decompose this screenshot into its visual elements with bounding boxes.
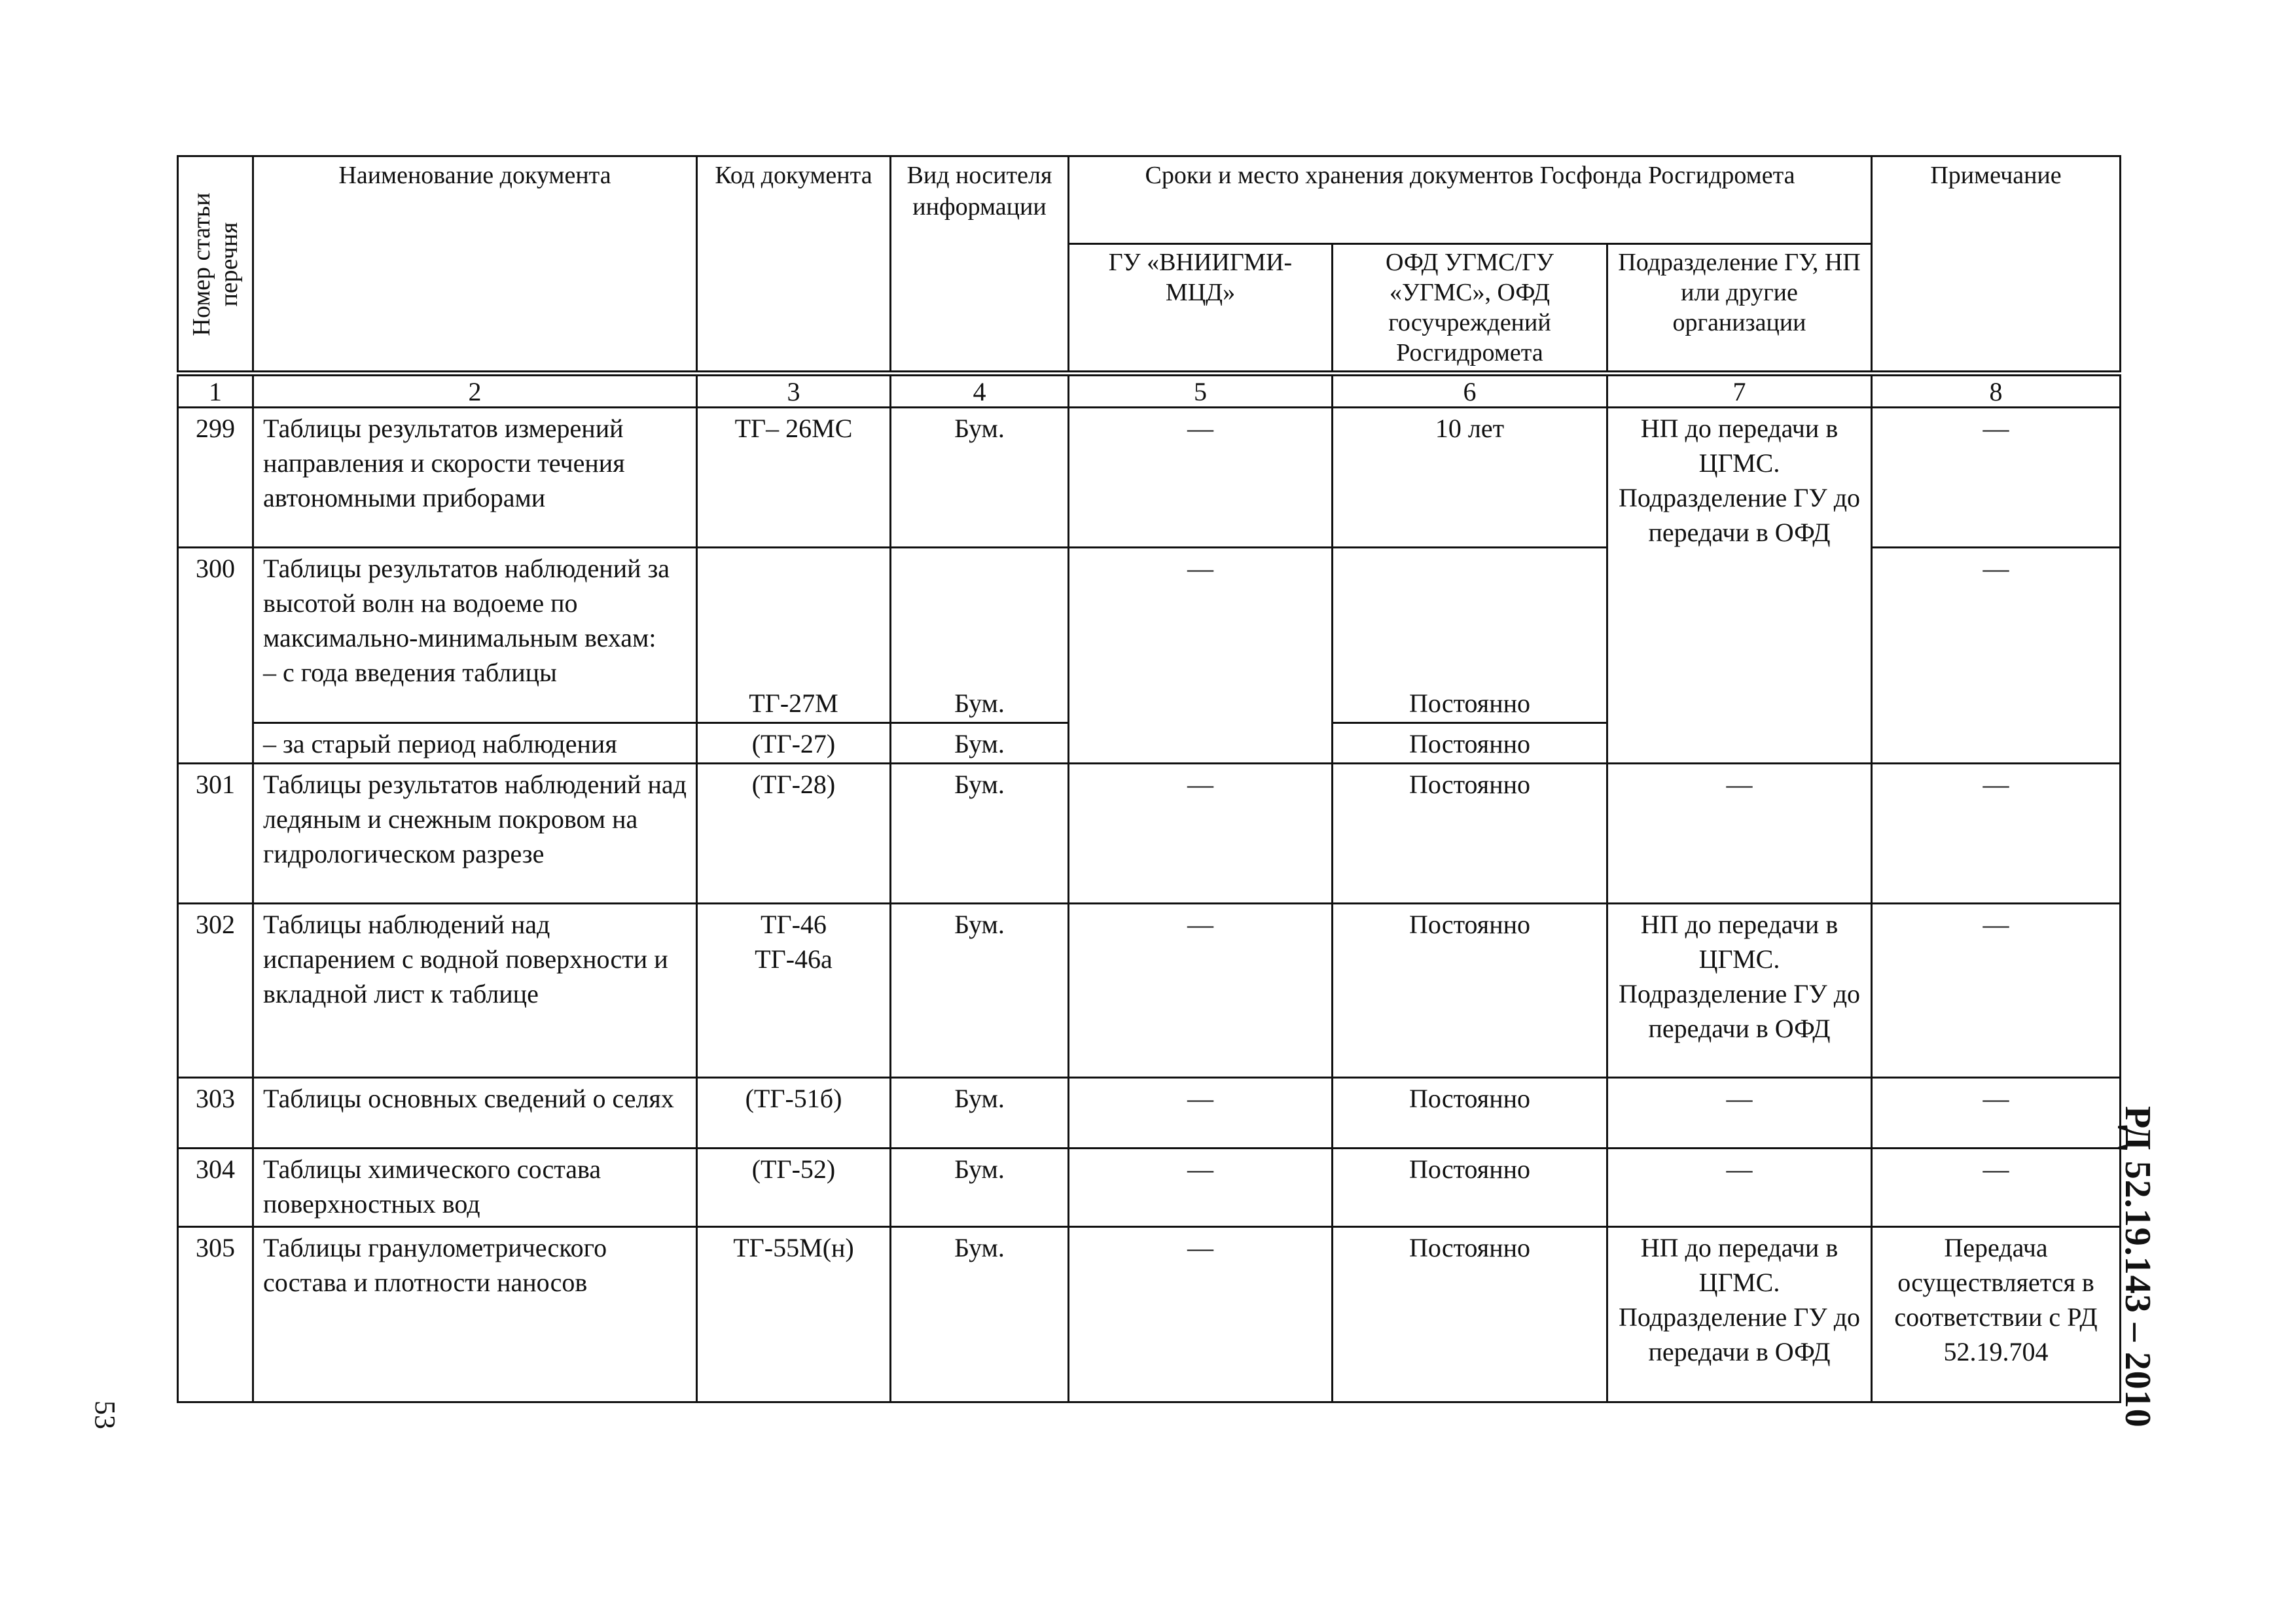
table-row — [178, 1227, 2121, 1402]
document-name: Таблицы химического состава поверхностных вод — [253, 1149, 697, 1227]
document-name-sub: – с года введения таблицы — [263, 658, 557, 687]
document-designation: РД 52.19.143 – 2010 — [2117, 1106, 2158, 1428]
storage-unit: НП до передачи в ЦГМС. Подразделение ГУ до передачи в ОФД — [1607, 904, 1872, 1078]
document-code: (ТГ-51б) — [697, 1078, 891, 1149]
media-type: Бум. — [891, 548, 1069, 723]
table-row — [178, 408, 2121, 548]
article-number: 305 — [178, 1227, 253, 1402]
table-row — [178, 1149, 2121, 1227]
header-media-type: Вид носителя информации — [891, 156, 1069, 374]
media-type: Бум. — [891, 1227, 1069, 1402]
records-retention-table — [177, 155, 2121, 1403]
article-number: 301 — [178, 764, 253, 904]
document-code: ТГ– 26МС — [697, 408, 891, 548]
column-number: 3 — [697, 374, 891, 408]
storage-unit: НП до передачи в ЦГМС. Подразделение ГУ до передачи в ОФД — [1607, 408, 1872, 764]
page-number: 53 — [89, 1400, 121, 1429]
document-code: ТГ-46 ТГ-46а — [697, 904, 891, 1078]
storage-unit: — — [1607, 1149, 1872, 1227]
header-storage-unit: Подразделение ГУ, НП или другие организации — [1607, 243, 1872, 373]
column-number: 8 — [1872, 374, 2121, 408]
document-code: ТГ-27М — [697, 548, 891, 723]
media-type: Бум. — [891, 723, 1069, 764]
column-number: 7 — [1607, 374, 1872, 408]
media-type: Бум. — [891, 1149, 1069, 1227]
note: — — [1872, 1078, 2121, 1149]
document-name-main: Таблицы результатов наблюдений за высотой волн на водоеме по максимально-минимальным вехам: — [263, 554, 670, 652]
storage-ofd: Постоянно — [1333, 1078, 1607, 1149]
document-code: (ТГ-28) — [697, 764, 891, 904]
column-number-row — [178, 374, 2121, 408]
document-code: ТГ-55М(н) — [697, 1227, 891, 1402]
storage-ofd: Постоянно — [1333, 1149, 1607, 1227]
note: — — [1872, 764, 2121, 904]
storage-ofd: Постоянно — [1333, 764, 1607, 904]
storage-ofd: Постоянно — [1333, 1227, 1607, 1402]
document-name: Таблицы наблюдений над испарением с водной поверхности и вкладной лист к таблице — [253, 904, 697, 1078]
column-number: 1 — [178, 374, 253, 408]
article-number: 300 — [178, 548, 253, 764]
storage-unit: — — [1607, 764, 1872, 904]
article-number: 302 — [178, 904, 253, 1078]
storage-unit: — — [1607, 1078, 1872, 1149]
media-type: Бум. — [891, 764, 1069, 904]
media-type: Бум. — [891, 408, 1069, 548]
note: — — [1872, 904, 2121, 1078]
media-type: Бум. — [891, 904, 1069, 1078]
media-type: Бум. — [891, 1078, 1069, 1149]
document-code: (ТГ-52) — [697, 1149, 891, 1227]
header-storage-group: Сроки и место хранения документов Госфонда Росгидромета — [1069, 156, 1872, 244]
document-name-sub: – за старый период наблюдения — [253, 723, 697, 764]
column-number: 6 — [1333, 374, 1607, 408]
document-code: (ТГ-27) — [697, 723, 891, 764]
storage-vniigmi: — — [1069, 548, 1333, 764]
storage-ofd: Постоянно — [1333, 723, 1607, 764]
header-document-name: Наименование документа — [253, 156, 697, 374]
document-name — [253, 548, 697, 723]
header-article-number: Номер статьи перечня — [178, 156, 253, 374]
header-storage-vniigmi: ГУ «ВНИИГМИ-МЦД» — [1069, 243, 1333, 373]
article-number: 304 — [178, 1149, 253, 1227]
table-row — [178, 904, 2121, 1078]
note: — — [1872, 1149, 2121, 1227]
note: Передача осуществляется в соответствии с РД 52.19.704 — [1872, 1227, 2121, 1402]
column-number: 4 — [891, 374, 1069, 408]
storage-unit: НП до передачи в ЦГМС. Подразделение ГУ до передачи в ОФД — [1607, 1227, 1872, 1402]
table-row — [178, 1078, 2121, 1149]
table-row — [178, 764, 2121, 904]
header-storage-ofd: ОФД УГМС/ГУ «УГМС», ОФД госучреждений Росгидромета — [1333, 243, 1607, 373]
storage-vniigmi: — — [1069, 1227, 1333, 1402]
column-number: 2 — [253, 374, 697, 408]
document-name: Таблицы основных сведений о селях — [253, 1078, 697, 1149]
note: — — [1872, 548, 2121, 764]
storage-vniigmi: — — [1069, 764, 1333, 904]
article-number: 299 — [178, 408, 253, 548]
document-name: Таблицы результатов наблюдений над ледяным и снежным покровом на гидрологическом разрезе — [253, 764, 697, 904]
storage-vniigmi: — — [1069, 408, 1333, 548]
document-name: Таблицы гранулометрического состава и плотности наносов — [253, 1227, 697, 1402]
header-document-code: Код документа — [697, 156, 891, 374]
document-name: Таблицы результатов измерений направления и скорости течения автономными приборами — [253, 408, 697, 548]
storage-ofd: Постоянно — [1333, 548, 1607, 723]
article-number: 303 — [178, 1078, 253, 1149]
storage-vniigmi: — — [1069, 1078, 1333, 1149]
storage-vniigmi: — — [1069, 1149, 1333, 1227]
note: — — [1872, 408, 2121, 548]
storage-vniigmi: — — [1069, 904, 1333, 1078]
storage-ofd: Постоянно — [1333, 904, 1607, 1078]
column-number: 5 — [1069, 374, 1333, 408]
header-note: Примечание — [1872, 156, 2121, 374]
storage-ofd: 10 лет — [1333, 408, 1607, 548]
